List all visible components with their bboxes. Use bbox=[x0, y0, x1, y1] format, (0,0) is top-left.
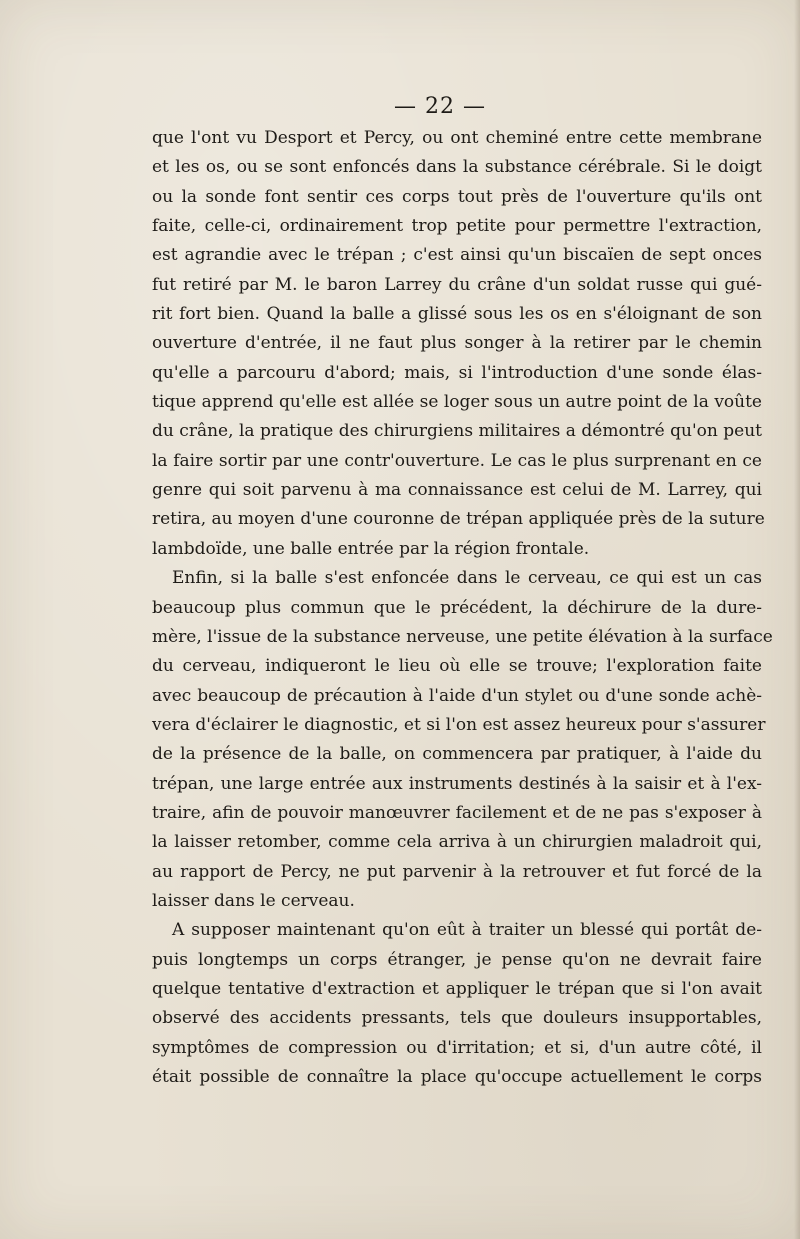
text-line: vera d'éclairer le diagnostic, et si l'on est assez heureux pour s'assurer bbox=[152, 714, 766, 735]
text-line: fut retiré par M. le baron Larrey du crâne d'un soldat russe qui gué- bbox=[152, 274, 762, 295]
text-line: mère, l'issue de la substance nerveuse, une petite élévation à la surface bbox=[152, 626, 773, 647]
text-line: et les os, ou se sont enfoncés dans la substance cérébrale. Si le doigt bbox=[152, 157, 762, 178]
text-line: que l'ont vu Desport et Percy, ou ont cheminé entre cette membrane bbox=[152, 128, 762, 148]
paragraph-end-line: laisser dans le cerveau. bbox=[152, 890, 355, 911]
paragraph-start-line: Enfin, si la balle s'est enfoncée dans le cerveau, ce qui est un cas bbox=[172, 568, 762, 589]
text-line: tique apprend qu'elle est allée se loger sous un autre point de la voûte bbox=[152, 392, 762, 413]
text-line: ouverture d'entrée, il ne faut plus songer à la retirer par le chemin bbox=[152, 333, 762, 354]
text-line: du cerveau, indiqueront le lieu où elle se trouve; l'exploration faite bbox=[152, 656, 762, 677]
body-text bbox=[152, 124, 773, 1092]
text-line: observé des accidents pressants, tels que douleurs insupportables, bbox=[152, 1008, 762, 1029]
text-line: la laisser retomber, comme cela arriva à un chirurgien maladroit qui, bbox=[152, 832, 762, 853]
text-line: beaucoup plus commun que le précédent, la déchirure de la dure- bbox=[152, 597, 762, 618]
text-line: traire, afin de pouvoir manœuvrer facilement et de ne pas s'exposer à bbox=[152, 802, 762, 823]
text-line: rit fort bien. Quand la balle a glissé sous les os en s'éloignant de son bbox=[152, 304, 762, 325]
text-line: faite, celle-ci, ordinairement trop petite pour permettre l'extraction, bbox=[152, 216, 762, 237]
text-line: puis longtemps un corps étranger, je pense qu'on ne devrait faire bbox=[152, 949, 762, 970]
text-line: du crâne, la pratique des chirurgiens militaires a démontré qu'on peut bbox=[152, 421, 762, 442]
text-line: genre qui soit parvenu à ma connaissance est celui de M. Larrey, qui bbox=[152, 480, 762, 501]
text-line: la faire sortir par une contr'ouverture. Le cas le plus surprenant en ce bbox=[152, 450, 762, 471]
text-line: au rapport de Percy, ne put parvenir à la retrouver et fut forcé de la bbox=[152, 861, 762, 882]
page-number: — 22 — bbox=[394, 94, 486, 119]
paragraph-start-line: A supposer maintenant qu'on eût à traiter un blessé qui portât de- bbox=[172, 920, 762, 941]
text-line: retira, au moyen d'une couronne de trépan appliquée près de la suture bbox=[152, 509, 765, 530]
text-line: quelque tentative d'extraction et appliquer le trépan que si l'on avait bbox=[152, 978, 762, 999]
text-line: est agrandie avec le trépan ; c'est ainsi qu'un biscaïen de sept onces bbox=[152, 245, 762, 266]
text-line: symptômes de compression ou d'irritation; et si, d'un autre côté, il bbox=[152, 1037, 762, 1058]
page-edge-shadow bbox=[794, 0, 800, 1239]
text-line: avec beaucoup de précaution à l'aide d'un stylet ou d'une sonde achè- bbox=[152, 685, 762, 706]
text-line: qu'elle a parcouru d'abord; mais, si l'introduction d'une sonde élas- bbox=[152, 362, 762, 383]
paragraph-end-line: lambdoïde, une balle entrée par la région frontale. bbox=[152, 538, 590, 559]
text-line: de la présence de la balle, on commencera par pratiquer, à l'aide du bbox=[152, 744, 762, 765]
text-line: ou la sonde font sentir ces corps tout près de l'ouverture qu'ils ont bbox=[152, 186, 762, 207]
text-line: était possible de connaître la place qu'occupe actuellement le corps bbox=[152, 1067, 762, 1087]
text-line: trépan, une large entrée aux instruments destinés à la saisir et à l'ex- bbox=[152, 773, 762, 794]
